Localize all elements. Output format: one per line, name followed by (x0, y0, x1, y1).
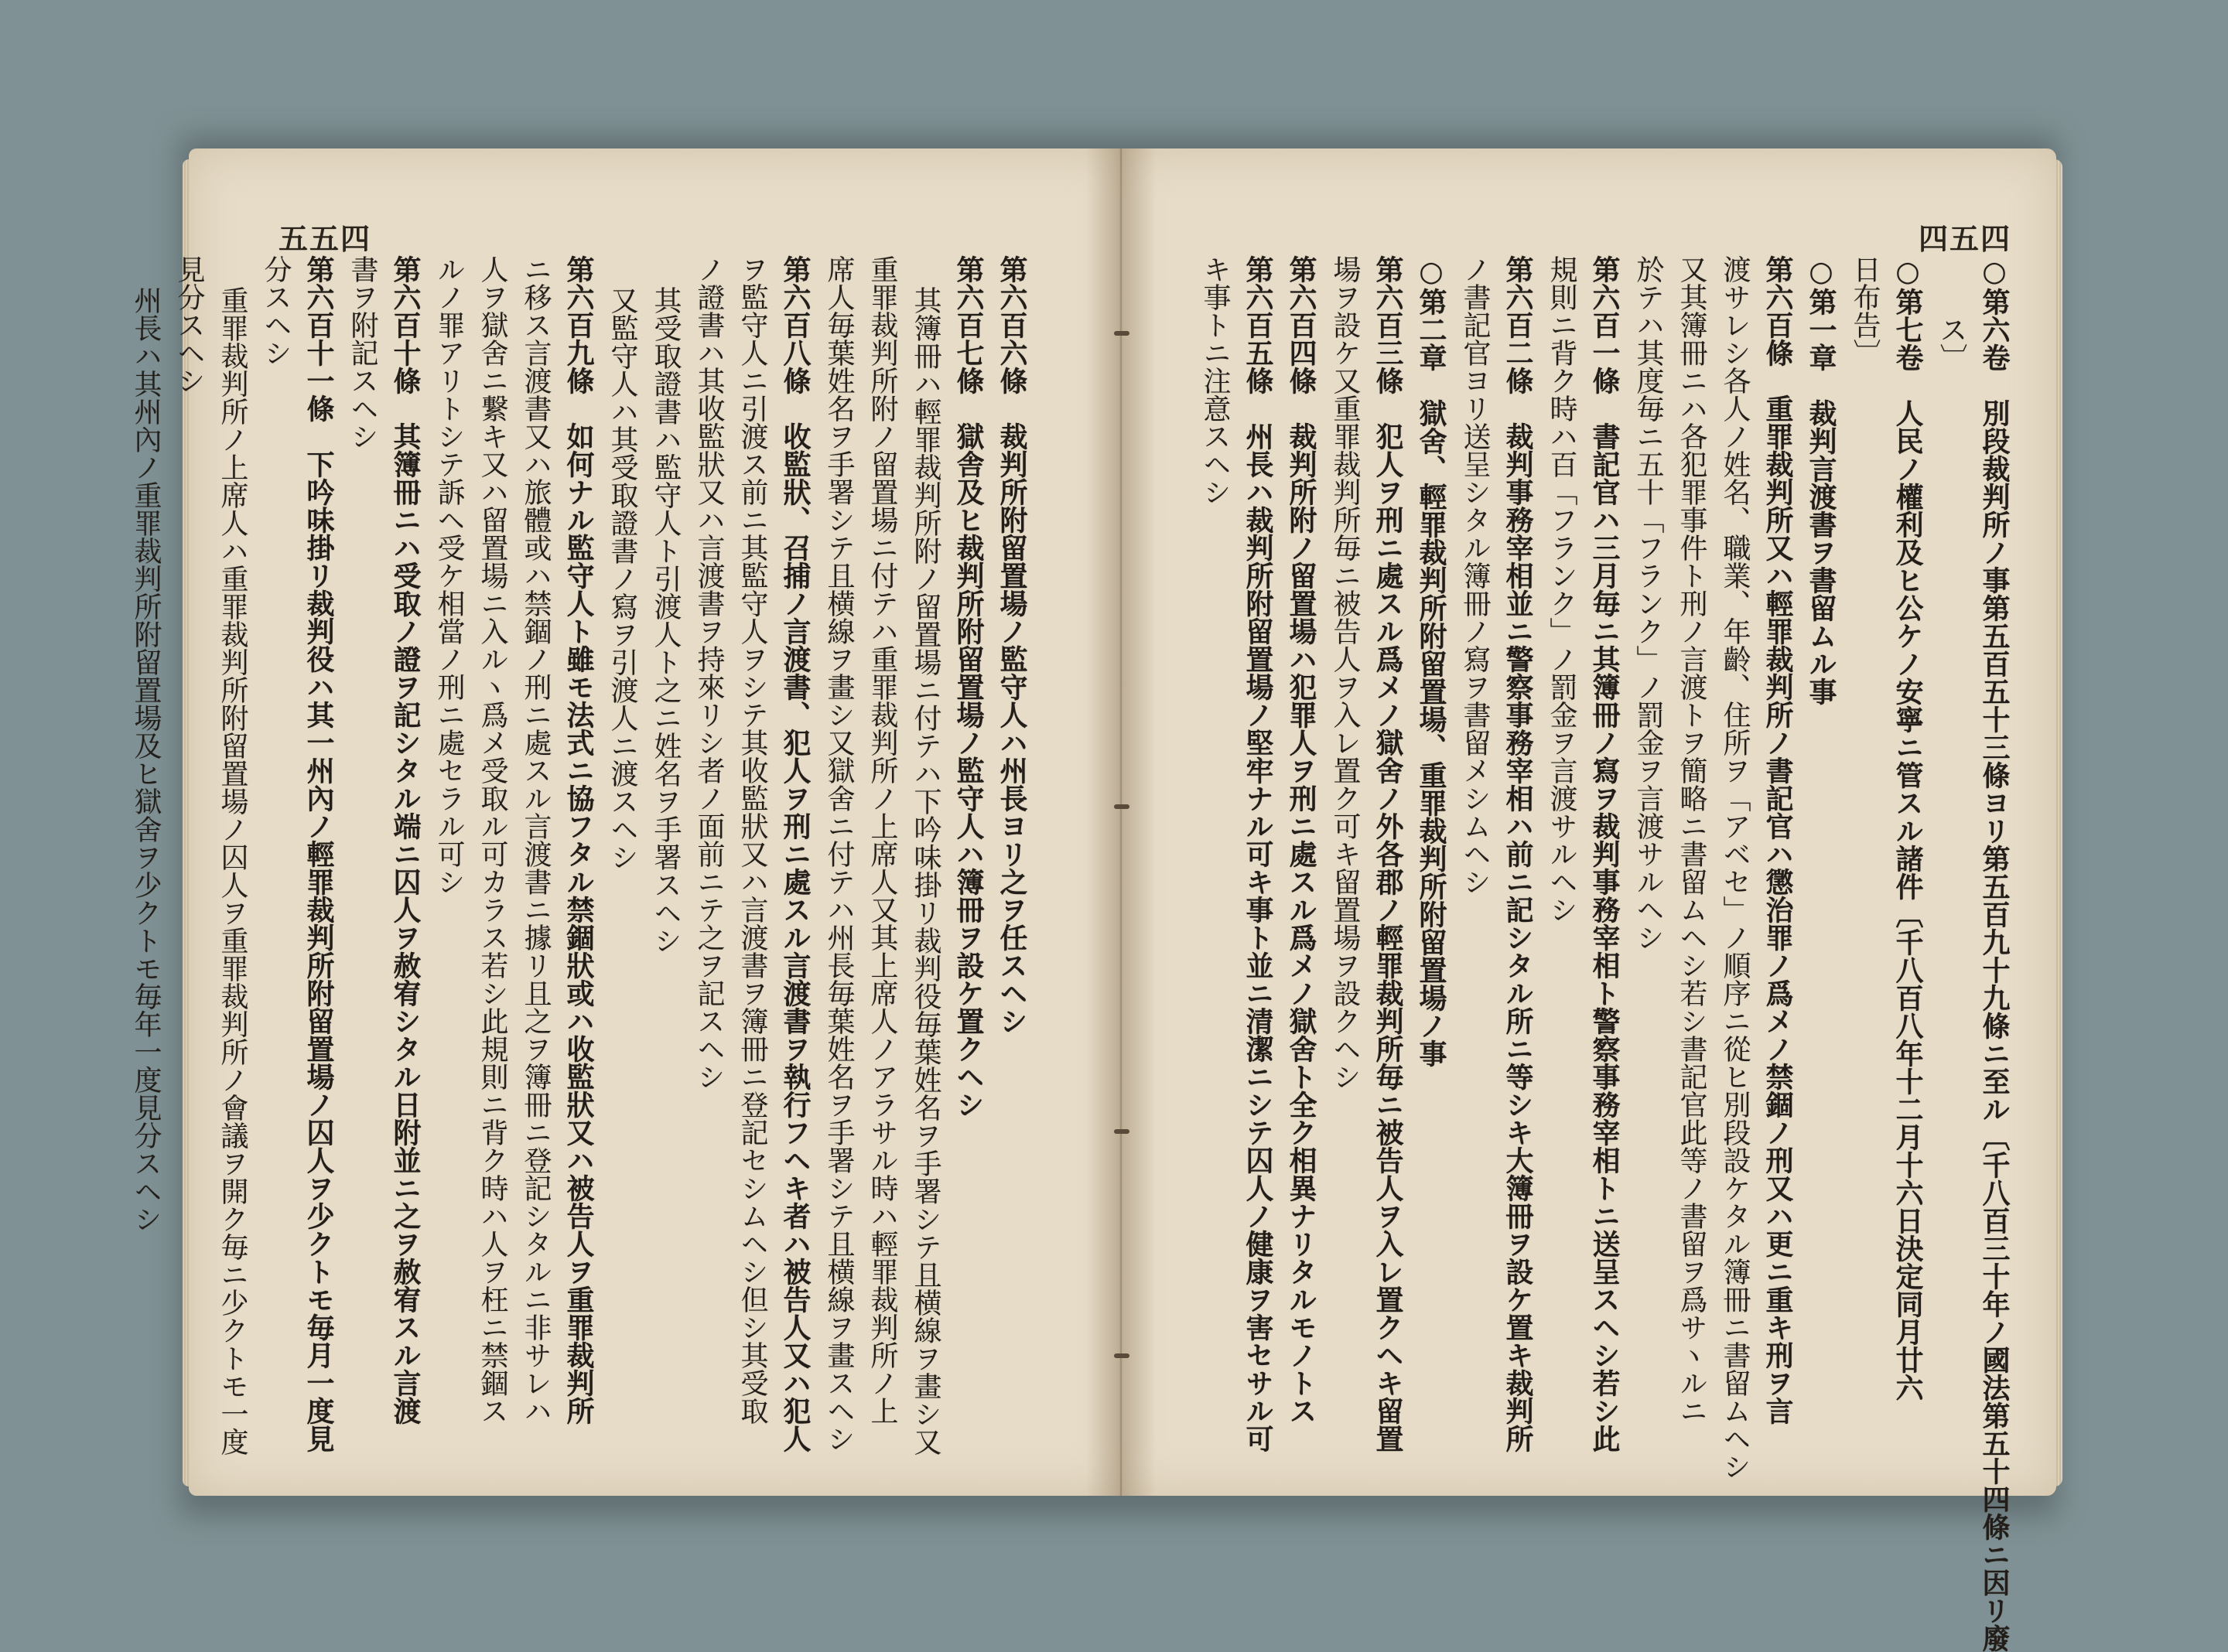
text-column: 場ヲ設ケ又重罪裁判所毎ニ被告人ヲ入レ置ク可キ留置場ヲ設クヘシ (1329, 255, 1361, 1091)
text-column: 州長ハ其州內ノ重罪裁判所附留置場及ヒ獄舍ヲ少クトモ毎年一度見分スヘシ (130, 286, 162, 1233)
text-column: ヲ監守人ニ引渡ス前ニ其監守人ヲシテ其收監狀又ハ言渡書ヲ簿冊ニ登記セシムヘシ但シ其受取 (736, 255, 768, 1425)
text-column: 第六百二條 裁判事務宰相並ニ警察事務宰相ハ前ニ記シタル所ニ等シキ大簿冊ヲ設ケ置キ裁判所 (1502, 255, 1534, 1452)
text-column: 第六百三條 犯人ヲ刑ニ處スル爲メノ獄舍ノ外各郡ノ輕罪裁判所毎ニ被告人ヲ入レ置クヘキ留置 (1372, 255, 1404, 1452)
left-page-text (130, 255, 1029, 1462)
text-column: 其簿冊ハ輕罪裁判所附ノ留置場ニ付テハ下吟味掛リ裁判役毎葉姓名ヲ手署シテ且横線ヲ畫シ又 (910, 286, 941, 1456)
text-column: ニ移ス言渡書又ハ旅體或ハ禁錮ノ刑ニ處スル言渡書ニ據リ且之ヲ簿冊ニ登記シタルニ非サレハ (520, 255, 552, 1425)
text-column: 見分スヘシ (173, 255, 205, 394)
text-column: ○第一章 裁判言渡書ヲ書留ムル事 (1805, 255, 1837, 705)
text-column: 第六百十條 其簿冊ニハ受取ノ證ヲ記シタル端ニ囚人ヲ赦宥シタル日附並ニ之ヲ赦宥スル言渡 (389, 255, 422, 1425)
right-page-number: 四五四 (1919, 221, 2012, 256)
left-page-number: 五五四 (278, 221, 372, 256)
text-column: ○第六卷 別段裁判所ノ事第五百五十三條ヨリ第五百九十九條ニ至ル〔千八百三十年ノ國法第五十四條ニ因リ廢 (1978, 255, 2011, 1652)
text-column: 日布告〕 (1849, 255, 1881, 367)
text-column: 重罪裁判所ノ上席人ハ重罪裁判所附留置場ノ囚人ヲ重罪裁判所ノ會議ヲ開ク毎ニ少クトモ一度 (217, 286, 248, 1456)
text-column: 渡サレシ各人ノ姓名、職業、年齡、住所ヲ「アベセ」ノ順序ニ從ヒ別段設ケタル簿冊ニ書留ムヘシ (1719, 255, 1751, 1480)
text-column: 第六百條 重罪裁判所又ハ輕罪裁判所ノ書記官ハ懲治罪ノ爲メノ禁錮ノ刑又ハ更ニ重キ刑ヲ言 (1762, 255, 1794, 1425)
text-column: 又其簿冊ニハ各犯罪事件ト刑ノ言渡トヲ簡略ニ書留ムヘシ若シ書記官此等ノ書留ヲ爲サヽルニ (1676, 255, 1707, 1425)
text-column: 於テハ其度毎ニ五十「フランク」ノ罰金ヲ言渡サルヘシ (1632, 255, 1664, 951)
text-column: 人ヲ獄舍ニ繋キ又ハ留置場ニ入ルヽ爲メ受取ル可カラス若シ此規則ニ背ク時ハ人ヲ枉ニ禁錮ス (477, 255, 508, 1425)
text-column: 書ヲ附記スヘシ (347, 255, 378, 450)
text-column: ○第二章 獄舍、輕罪裁判所附留置場、重罪裁判所附留置場ノ事 (1415, 255, 1447, 1067)
text-column: 第六百九條 如何ナル監守人ト雖モ法式ニ協フタル禁錮狀或ハ收監狀又ハ被告人ヲ重罪裁判所 (562, 255, 595, 1425)
binding-stitch (1114, 1129, 1129, 1134)
text-column: ○第七卷 人民ノ權利及ヒ公ケノ安寧ニ管スル諸件〔千八百八年十二月十六日決定同月廿六 (1891, 255, 1924, 1401)
book-gutter (1086, 148, 1156, 1496)
text-column: 第六百六條 裁判所附留置場ノ監守人ハ州長ヨリ之ヲ任スヘシ (996, 255, 1028, 1035)
right-page-text (1199, 255, 2011, 1652)
binding-stitch (1114, 804, 1129, 809)
text-column: キ事トニ注意スヘシ (1199, 255, 1231, 506)
text-column: 第六百五條 州長ハ裁判所附留置場ノ堅牢ナル可キ事ト並ニ清潔ニシテ囚人ノ健康ヲ害セサル可 (1242, 255, 1274, 1452)
text-column: 第六百一條 書記官ハ三月毎ニ其簿冊ノ寫ヲ裁判事務宰相ト警察事務宰相トニ送呈スヘシ若シ此 (1588, 255, 1621, 1452)
text-column: ルノ罪アリトシテ訴ヘ受ケ相當ノ刑ニ處セラル可シ (433, 255, 465, 896)
text-column: 席人毎葉姓名ヲ手署シテ且横線ヲ畫シ又獄舍ニ付テハ州長毎葉姓名ヲ手署シテ且横線ヲ畫スヘシ (823, 255, 855, 1452)
text-column: 第六百八條 收監狀、召捕ノ言渡書、犯人ヲ刑ニ處スル言渡書ヲ執行フヘキ者ハ被告人又ハ犯人 (779, 255, 812, 1452)
text-column: 分スヘシ (260, 255, 292, 367)
text-column: 其受取證書ハ監守人ト引渡人ト之ニ姓名ヲ手署スヘシ (650, 286, 682, 954)
binding-stitch (1114, 1353, 1129, 1358)
text-column: 規則ニ背ク時ハ百「フランク」ノ罰金ヲ言渡サルヘシ (1546, 255, 1577, 923)
binding-stitch (1114, 331, 1129, 336)
text-column: 又監守人ハ其受取證書ノ寫ヲ引渡人ニ渡スヘシ (607, 286, 638, 871)
text-column: ノ書記官ヨリ送呈シタル簿冊ノ寫ヲ書留メシムヘシ (1459, 255, 1491, 896)
text-column: ス〕 (1936, 316, 1967, 371)
text-column: 第六百七條 獄舎及ヒ裁判所附留置場ノ監守人ハ簿冊ヲ設ケ置クヘシ (952, 255, 985, 1118)
text-column: 重罪裁判所附ノ留置場ニ付テハ重罪裁判所ノ上席人又其上席人ノアラサル時ハ輕罪裁判所ノ上 (866, 255, 898, 1425)
text-column: 第六百十一條 下吟味掛リ裁判役ハ其一州內ノ輕罪裁判所附留置場ノ囚人ヲ少クトモ毎月一度見 (302, 255, 335, 1452)
text-column: ノ證書ハ其收監狀又ハ言渡書ヲ持來リシ者ノ面前ニテ之ヲ記スヘシ (693, 255, 725, 1091)
text-column: 第六百四條 裁判所附ノ留置場ハ犯罪人ヲ刑ニ處スル爲メノ獄舍ト全ク相異ナリタルモノトス (1285, 255, 1317, 1425)
